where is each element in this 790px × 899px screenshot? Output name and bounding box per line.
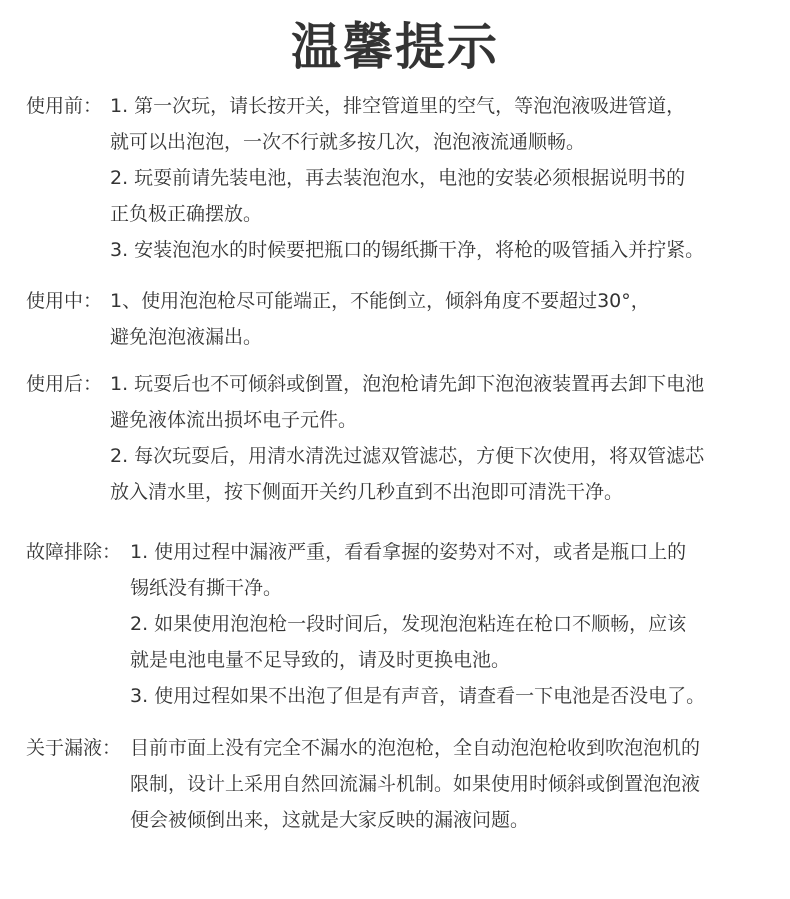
section-line: 3. 安装泡泡水的时候要把瓶口的锡纸撕干净，将枪的吸管插入并拧紧。 xyxy=(110,239,705,261)
section-line: 就是电池电量不足导致的，请及时更换电池。 xyxy=(130,649,511,671)
section-label: 使用前： xyxy=(26,95,103,117)
section-line: 锡纸没有撕干净。 xyxy=(130,577,283,599)
section-label: 关于漏液： xyxy=(26,737,122,759)
section-line: 正负极正确摆放。 xyxy=(110,203,263,225)
section-line: 就可以出泡泡，一次不行就多按几次，泡泡液流通顺畅。 xyxy=(110,131,586,153)
section-label: 使用中： xyxy=(26,290,103,312)
section-label: 使用后： xyxy=(26,373,103,395)
section-line: 3. 使用过程如果不出泡了但是有声音，请查看一下电池是否没电了。 xyxy=(130,685,706,707)
section-during-use xyxy=(26,283,786,355)
section-line: 限制，设计上采用自然回流漏斗机制。如果使用时倾斜或倒置泡泡液 xyxy=(130,773,701,795)
section-after-use xyxy=(26,366,786,510)
section-troubleshooting xyxy=(26,534,786,714)
section-line: 避免液体流出损坏电子元件。 xyxy=(110,409,358,431)
section-line: 1. 第一次玩，请长按开关，排空管道里的空气，等泡泡液吸进管道， xyxy=(110,95,686,117)
section-label: 故障排除： xyxy=(26,541,122,563)
section-line: 1、使用泡泡枪尽可能端正，不能倒立，倾斜角度不要超过30°， xyxy=(110,290,650,312)
section-before-use xyxy=(26,88,786,268)
section-line: 1. 玩耍后也不可倾斜或倒置，泡泡枪请先卸下泡泡液装置再去卸下电池 xyxy=(110,373,705,395)
section-line: 目前市面上没有完全不漏水的泡泡枪，全自动泡泡枪收到吹泡泡机的 xyxy=(130,737,701,759)
section-leakage xyxy=(26,730,786,838)
page-title: 温馨提示 xyxy=(291,18,499,76)
section-line: 2. 如果使用泡泡枪一段时间后，发现泡泡粘连在枪口不顺畅，应该 xyxy=(130,613,687,635)
section-line: 便会被倾倒出来，这就是大家反映的漏液问题。 xyxy=(130,809,530,831)
section-line: 避免泡泡液漏出。 xyxy=(110,326,263,348)
section-line: 放入清水里，按下侧面开关约几秒直到不出泡即可清洗干净。 xyxy=(110,481,624,503)
section-line: 2. 每次玩耍后，用清水清洗过滤双管滤芯，方便下次使用，将双管滤芯 xyxy=(110,445,705,467)
section-line: 1. 使用过程中漏液严重，看看拿握的姿势对不对，或者是瓶口上的 xyxy=(130,541,687,563)
section-line: 2. 玩耍前请先装电池，再去装泡泡水，电池的安装必须根据说明书的 xyxy=(110,167,686,189)
